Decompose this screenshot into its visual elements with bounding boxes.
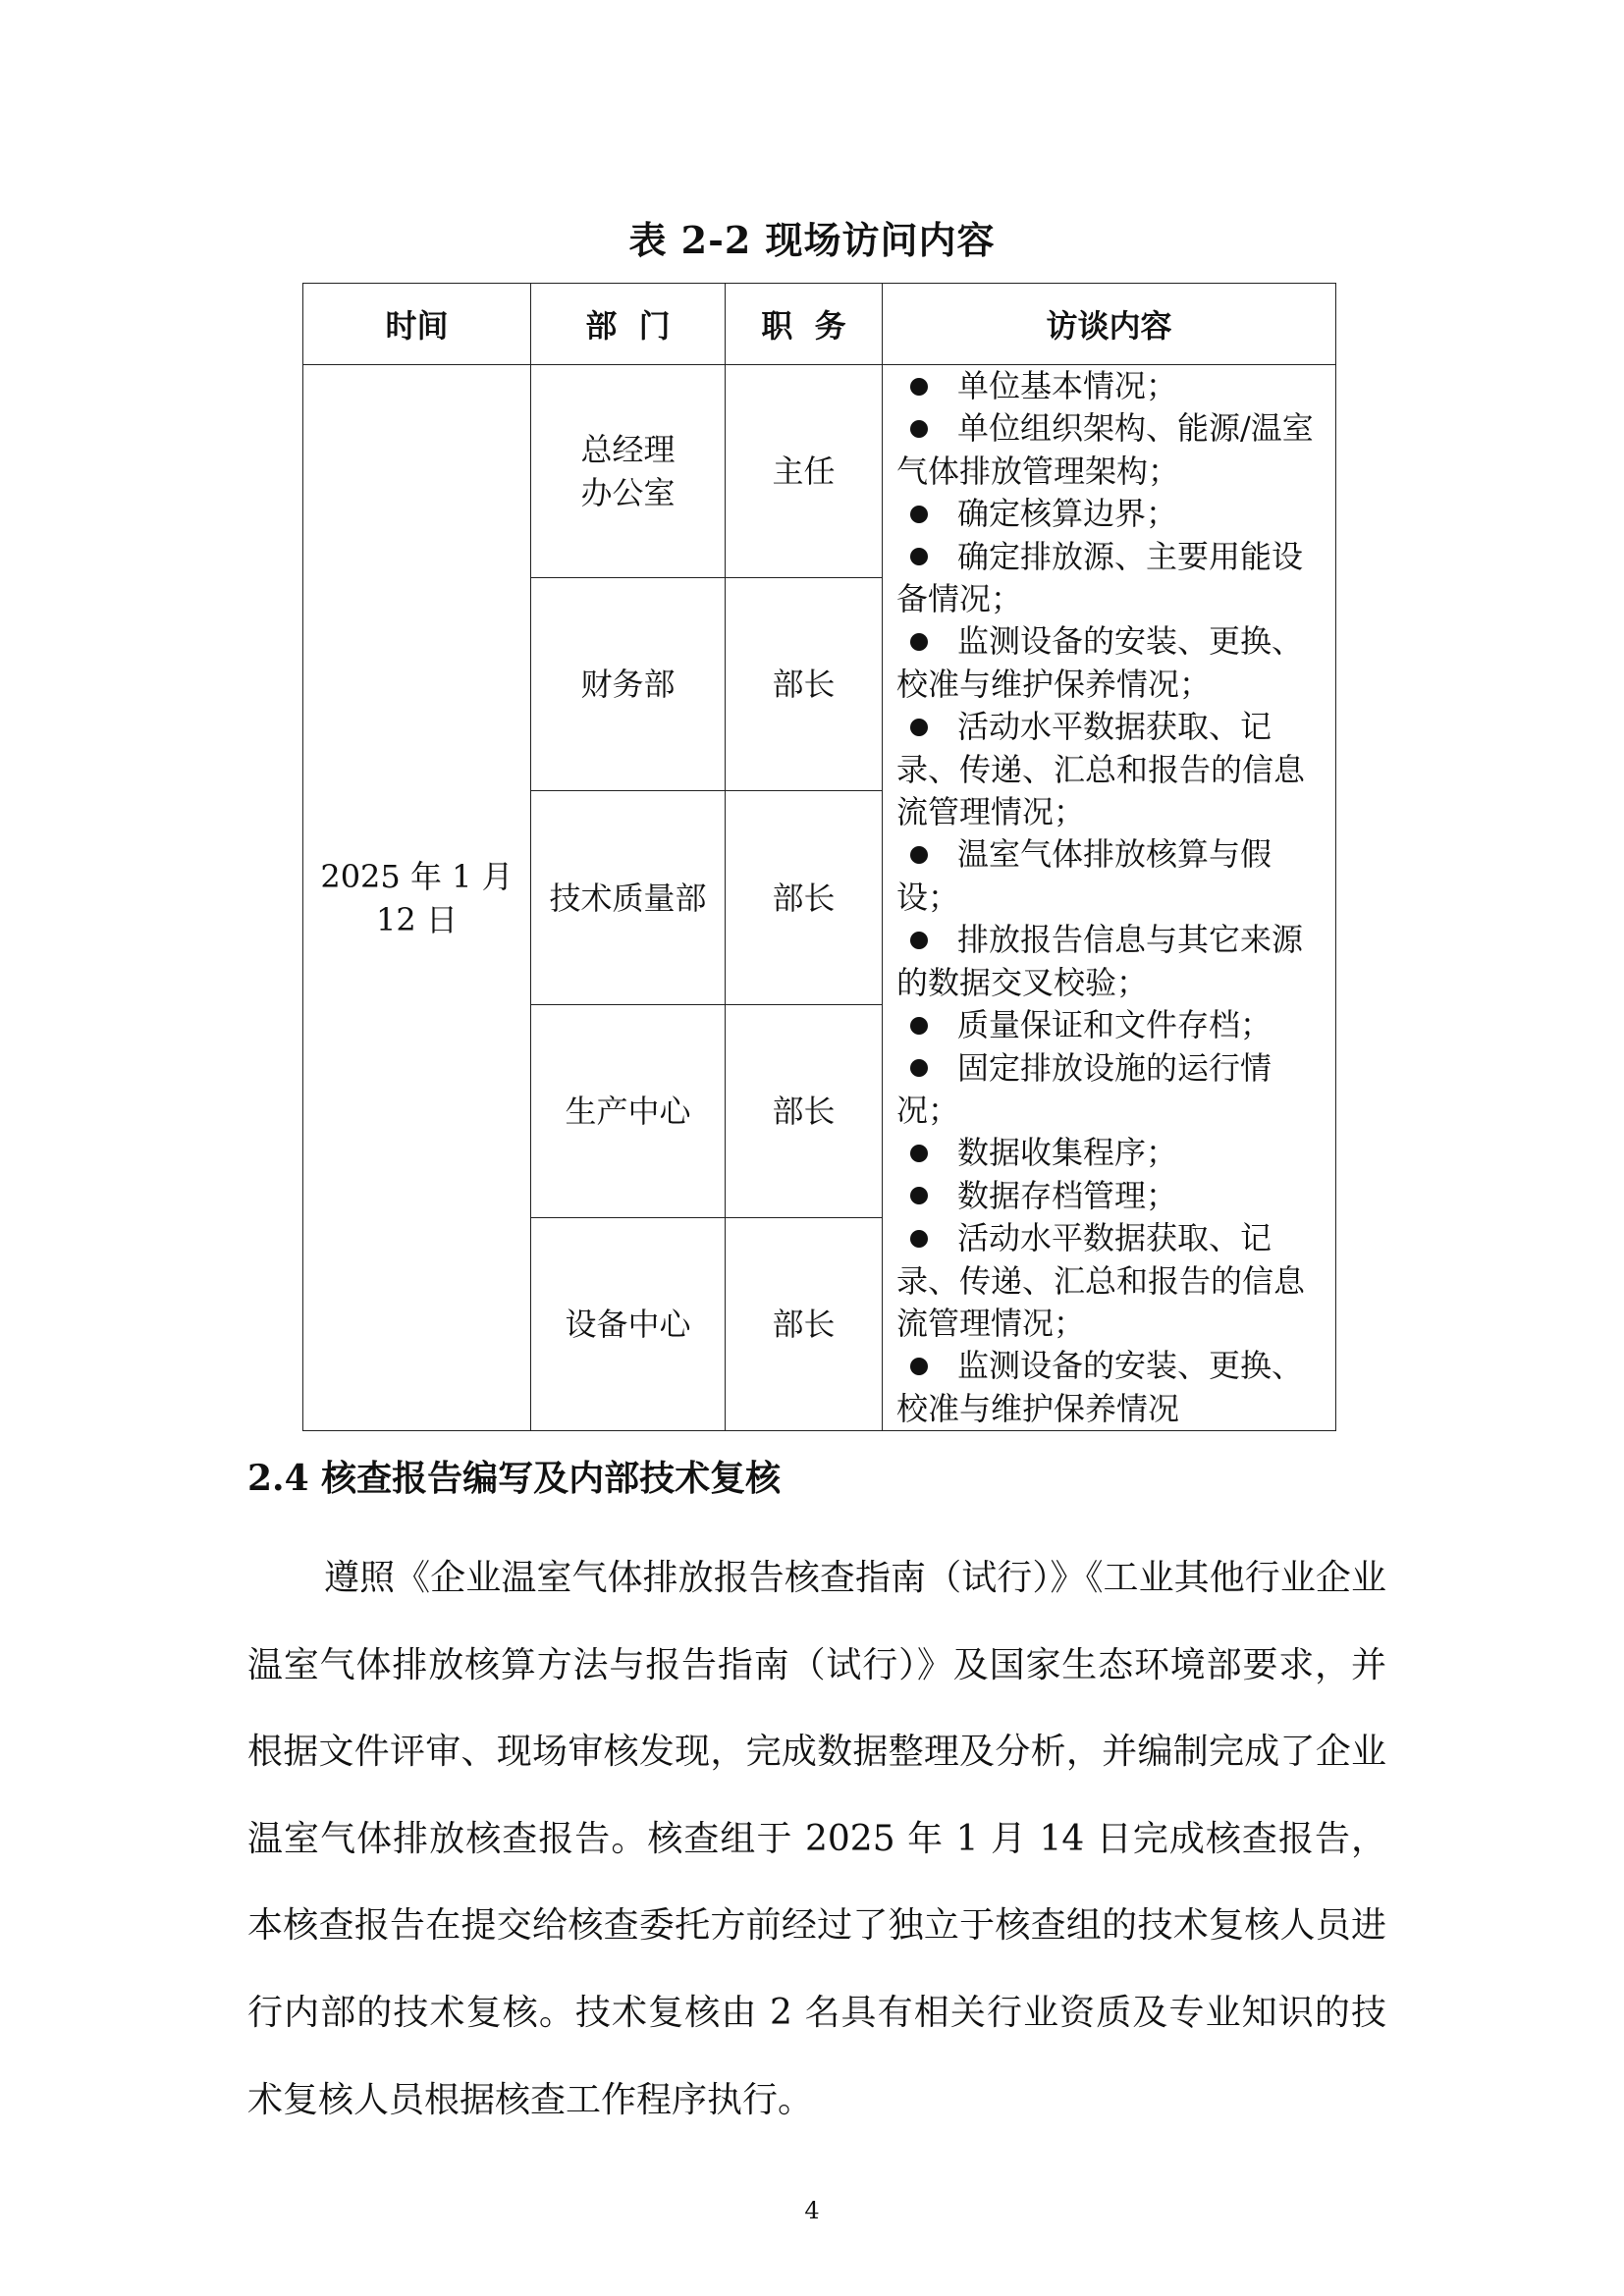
department-cell [531, 791, 726, 1004]
position-title: 部长 [772, 879, 836, 917]
position-cell [726, 1217, 883, 1430]
bullet-icon [910, 633, 928, 651]
list-item: 活动水平数据获取、记录、传递、汇总和报告的信息流管理情况； [896, 708, 1306, 831]
bullet-icon [910, 1017, 928, 1035]
list-item: 监测设备的安装、更换、校准与维护保养情况； [896, 622, 1304, 703]
department-cell [531, 578, 726, 791]
list-item: 单位组织架构、能源/温室气体排放管理架构； [896, 409, 1314, 490]
header-position: 职 务 [726, 284, 883, 365]
page-number: 4 [804, 2197, 820, 2224]
position-cell [726, 791, 883, 1004]
bullet-icon [910, 378, 928, 396]
time-cell [303, 365, 531, 1431]
bullet-icon [910, 1059, 928, 1077]
section-paragraph: 遵照《企业温室气体排放报告核查指南（试行）》《工业其他行业企业温室气体排放核算方法与报告指南（试行）》及国家生态环境部要求，并根据文件评审、现场审核发现，完成数据整理及分析，并编制完成了企业温室气体排放核查报告。核查组于 2025 年 1 月 14 日完成核查报告，本核查报告在提交给核查委托方前经过了独立于核查组的技术复核人员进行内部的技术复核。技术复核由 2 名具有相关行业资质及专业知识的技术复核人员根据核查工作程序执行。 [247, 1558, 1386, 2120]
department-name: 总经理办公室 [580, 431, 676, 512]
site-visit-table [302, 283, 1336, 1431]
department-cell [531, 1004, 726, 1217]
list-item: 活动水平数据获取、记录、传递、汇总和报告的信息流管理情况； [896, 1219, 1306, 1342]
list-item: 确定排放源、主要用能设备情况； [896, 537, 1304, 618]
header-content: 访谈内容 [883, 284, 1336, 365]
table-header-row [303, 284, 1336, 365]
header-time: 时间 [303, 284, 531, 365]
list-item: 数据收集程序； [896, 1132, 1324, 1174]
list-item: 质量保证和文件存档； [896, 1004, 1324, 1046]
section-heading: 2.4 核查报告编写及内部技术复核 [247, 1458, 782, 1499]
list-item: 单位基本情况； [896, 365, 1324, 407]
department-name: 财务部 [580, 666, 676, 704]
list-item: 排放报告信息与其它来源的数据交叉校验； [896, 921, 1304, 1001]
bullet-icon [910, 548, 928, 565]
position-cell [726, 578, 883, 791]
position-cell [726, 1004, 883, 1217]
interview-content-cell [883, 365, 1336, 1431]
list-item: 固定排放设施的运行情况； [896, 1048, 1272, 1129]
bullet-icon [910, 506, 928, 523]
position-cell [726, 365, 883, 578]
bullet-icon [910, 1145, 928, 1162]
bullet-icon [910, 846, 928, 864]
bullet-icon [910, 719, 928, 736]
bullet-icon [910, 420, 928, 438]
bullet-icon [910, 1358, 928, 1375]
department-name: 设备中心 [565, 1306, 691, 1344]
list-item: 温室气体排放核算与假设； [896, 835, 1272, 916]
header-department: 部 门 [531, 284, 726, 365]
position-title: 部长 [772, 1306, 836, 1344]
position-title: 部长 [772, 666, 836, 704]
position-title: 主任 [772, 453, 836, 491]
table-row [303, 365, 1336, 578]
table-caption: 表 2-2 现场访问内容 [628, 218, 996, 262]
department-cell [531, 1217, 726, 1430]
department-name: 技术质量部 [549, 879, 707, 917]
department-cell [531, 365, 726, 578]
list-item: 监测设备的安装、更换、校准与维护保养情况 [896, 1347, 1304, 1427]
time-value: 2025 年 1 月 12 日 [320, 857, 514, 938]
bullet-icon [910, 1230, 928, 1248]
department-name: 生产中心 [565, 1092, 691, 1130]
list-item: 确定核算边界； [896, 493, 1324, 535]
bullet-icon [910, 932, 928, 949]
bullet-icon [910, 1187, 928, 1204]
position-title: 部长 [772, 1092, 836, 1130]
interview-content-list [896, 365, 1324, 1430]
list-item: 数据存档管理； [896, 1175, 1324, 1217]
